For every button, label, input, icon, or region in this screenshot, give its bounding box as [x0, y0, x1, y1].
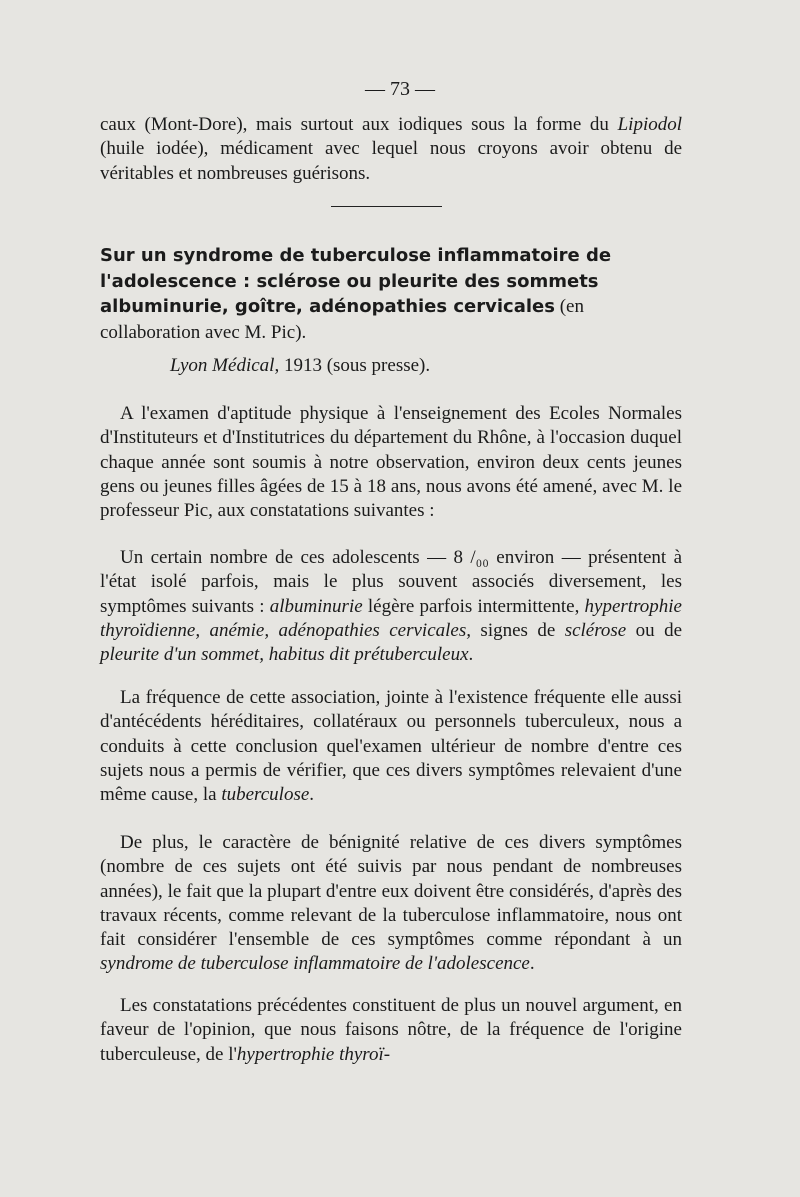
article-title: [100, 243, 682, 345]
paragraph-symptoms: [100, 546, 682, 667]
text-run: La fréquence de cette association, jointe à l'existence fréquente elle aussi d'antécédents héréditaires, collatéraux ou personnels tuberculeux, nous a conduits à cette conclusion quel'examen ultérieur de nombre d'entre ces sujets nous a permis de vérifier, que ces divers symptômes relevaient d'une même cause, la: [100, 687, 682, 806]
italic-run: hypertrophie thyroï-: [236, 1043, 391, 1065]
italic-run: Lipiodol: [617, 114, 682, 135]
article-title-rest: (en collaboration avec M. Pic).: [100, 296, 584, 343]
italic-run: sclérose: [564, 619, 627, 641]
text-run: caux (Mont-Dore), mais surtout aux iodiques sous la forme du: [100, 114, 618, 135]
text-run: légère parfois intermittente,: [362, 595, 585, 617]
text-run: ou de: [626, 619, 683, 641]
journal-year: , 1913 (sous presse).: [274, 355, 431, 376]
text-run: signes de: [471, 619, 565, 641]
text-run: Les constatations précédentes constituent de plus un nouvel argument, en faveur de l'opinion, que nous faisons nôtre, de la fréquence de l'origine tuberculeuse, de l': [100, 995, 682, 1065]
italic-run: pleurite d'un sommet, habitus dit prétuberculeux: [100, 644, 469, 666]
text-run: Un certain nombre de ces adolescents — 8 /₀₀ environ — présentent à l'état isolé parfois, mais le plus souvent associés diversement, les symptômes suivants :: [100, 547, 682, 617]
italic-run: syndrome de tuberculose inflammatoire de l'adolescence: [100, 953, 530, 975]
paragraph-benignity: [100, 831, 682, 977]
section-divider: [331, 206, 442, 207]
journal-reference: [170, 355, 430, 377]
article-title-bold: Sur un syndrome de tuberculose inflammatoire de l'adolescence : sclérose ou pleurite des sommets albuminurie, goître, adénopathies cervicales: [100, 245, 612, 317]
text-run: .: [468, 644, 474, 666]
journal-name: Lyon Médical: [170, 355, 275, 376]
paragraph-frequency: [100, 686, 682, 807]
page-number: — 73 —: [365, 78, 435, 100]
text-run: .: [309, 784, 315, 806]
paragraph-exam: A l'examen d'aptitude physique à l'enseignement des Ecoles Normales d'Instituteurs et d'Institutrices du département du Rhône, à l'occasion duquel chaque année sont soumis à notre observation, environ deux cents jeunes gens ou jeunes filles âgées de 15 à 18 ans, nous avons été amené, avec M. le professeur Pic, aux constatations suivantes :: [100, 403, 682, 522]
paragraph-intro: [100, 113, 682, 186]
paragraph-conclusion: [100, 994, 682, 1067]
italic-run: hypertrophie thyroïdienne, anémie, adénopathies cervicales,: [100, 595, 682, 641]
text-run: .: [529, 953, 535, 975]
text-run: (huile iodée), médicament avec lequel nous croyons avoir obtenu de véritables et nombreuses guérisons.: [100, 138, 682, 184]
text-run: De plus, le caractère de bénignité relative de ces divers symptômes (nombre de ces sujets ont été suivis par nous pendant de nombreuses années), le fait que la plupart d'entre eux doivent être considérés, d'après des travaux récents, comme relevant de la tuberculose inflammatoire, nous ont fait considérer l'ensemble de ces symptômes comme répondant à un: [100, 832, 682, 951]
italic-run: albuminurie: [269, 595, 363, 617]
italic-run: tuberculose: [221, 784, 310, 806]
